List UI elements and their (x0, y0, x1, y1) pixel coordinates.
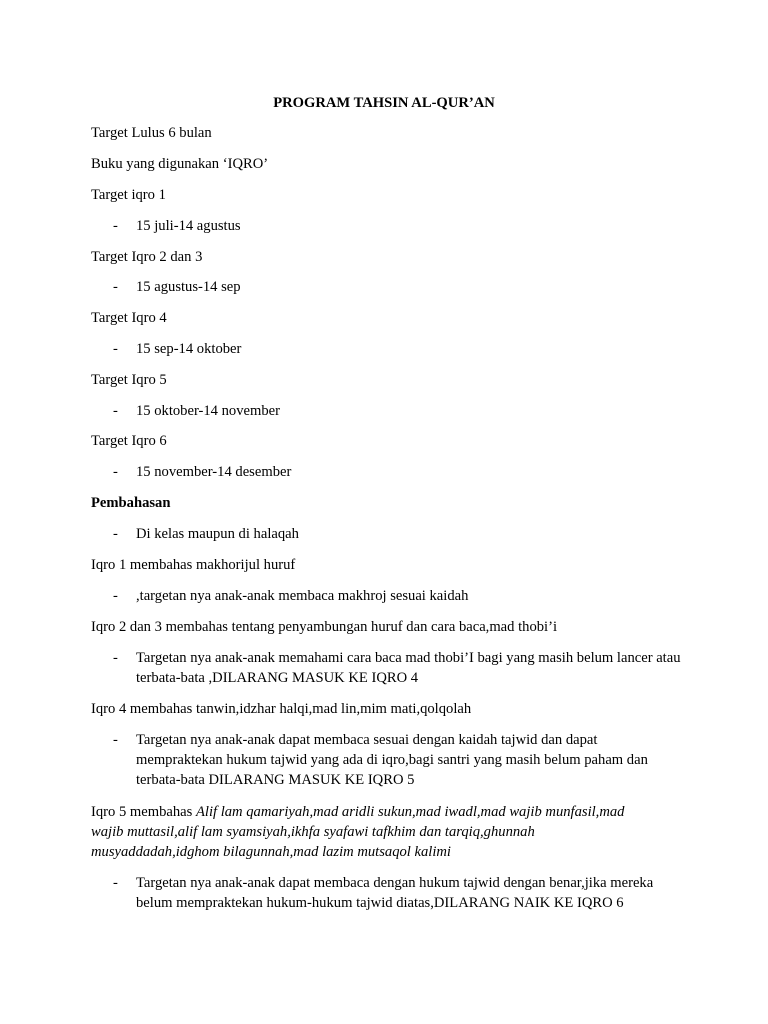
paragraph-target-iqro-5: Target Iqro 5 (91, 372, 167, 388)
bullet-marker: - (113, 279, 118, 295)
paragraph-target-lulus: Target Lulus 6 bulan (91, 125, 212, 141)
list-item-text: 15 juli-14 agustus (136, 218, 241, 234)
list-item (91, 586, 681, 606)
list-item-text: Targetan nya anak-anak dapat membaca sesuai dengan kaidah tajwid dan dapat mempraktekan hukum tajwid yang ada di iqro,bagi santri yang masih belum paham dan terbata-bata DILARANG MASUK KE IQRO 5 (136, 732, 648, 788)
bullet-marker: - (113, 875, 118, 891)
paragraph-iqro-5-prefix: Iqro 5 membahas (91, 804, 196, 820)
bullet-marker: - (113, 341, 118, 357)
paragraph-iqro-5-topics: Alif lam qamariyah,mad aridli sukun,mad iwadl,mad wajib munfasil,mad wajib muttasil,alif lam syamsiyah,ikhfa syafawi tafkhim dan tarqiq,ghunnah musyaddadah,idghom bilagunnah,mad lazim mutsaqol kalimi (91, 804, 625, 860)
bullet-marker: - (113, 403, 118, 419)
paragraph-iqro-1: Iqro 1 membahas makhorijul huruf (91, 557, 296, 573)
paragraph-target-iqro-1: Target iqro 1 (91, 187, 166, 203)
paragraph-target-iqro-2-3: Target Iqro 2 dan 3 (91, 249, 203, 265)
bullet-marker: - (113, 732, 118, 748)
list-item (91, 462, 681, 482)
list-item-text: ,targetan nya anak-anak membaca makhroj sesuai kaidah (136, 588, 469, 604)
list-item-text: Targetan nya anak-anak dapat membaca dengan hukum tajwid dengan benar,jika mereka belum mempraktekan hukum-hukum tajwid diatas,DILARANG NAIK KE IQRO 6 (136, 875, 654, 911)
paragraph-iqro-2-3: Iqro 2 dan 3 membahas tentang penyambungan huruf dan cara baca,mad thobi’i (91, 619, 558, 635)
paragraph-buku: Buku yang digunakan ‘IQRO’ (91, 156, 269, 172)
paragraph-iqro-4: Iqro 4 membahas tanwin,idzhar halqi,mad lin,mim mati,qolqolah (91, 701, 472, 717)
list-item-text: 15 sep-14 oktober (136, 341, 242, 357)
bullet-marker: - (113, 526, 118, 542)
list-item-text: Di kelas maupun di halaqah (136, 526, 299, 542)
list-item (91, 401, 681, 421)
paragraph-target-iqro-6: Target Iqro 6 (91, 433, 167, 449)
bullet-marker: - (113, 218, 118, 234)
list-item (91, 873, 681, 913)
paragraph-iqro-5 (91, 802, 651, 862)
document-title: PROGRAM TAHSIN AL-QUR’AN (273, 95, 495, 111)
list-item-text: 15 agustus-14 sep (136, 279, 241, 295)
list-item (91, 216, 681, 236)
bullet-marker: - (113, 650, 118, 666)
list-item (91, 524, 681, 544)
list-item-text: 15 oktober-14 november (136, 403, 280, 419)
heading-pembahasan: Pembahasan (91, 495, 171, 511)
list-item (91, 277, 681, 297)
bullet-marker: - (113, 588, 118, 604)
list-item (91, 648, 681, 688)
list-item (91, 339, 681, 359)
list-item-text: Targetan nya anak-anak memahami cara baca mad thobi’I bagi yang masih belum lancer atau terbata-bata ,DILARANG MASUK KE IQRO 4 (136, 650, 681, 686)
list-item-text: 15 november-14 desember (136, 464, 292, 480)
list-item (91, 730, 681, 790)
bullet-marker: - (113, 464, 118, 480)
paragraph-target-iqro-4: Target Iqro 4 (91, 310, 167, 326)
